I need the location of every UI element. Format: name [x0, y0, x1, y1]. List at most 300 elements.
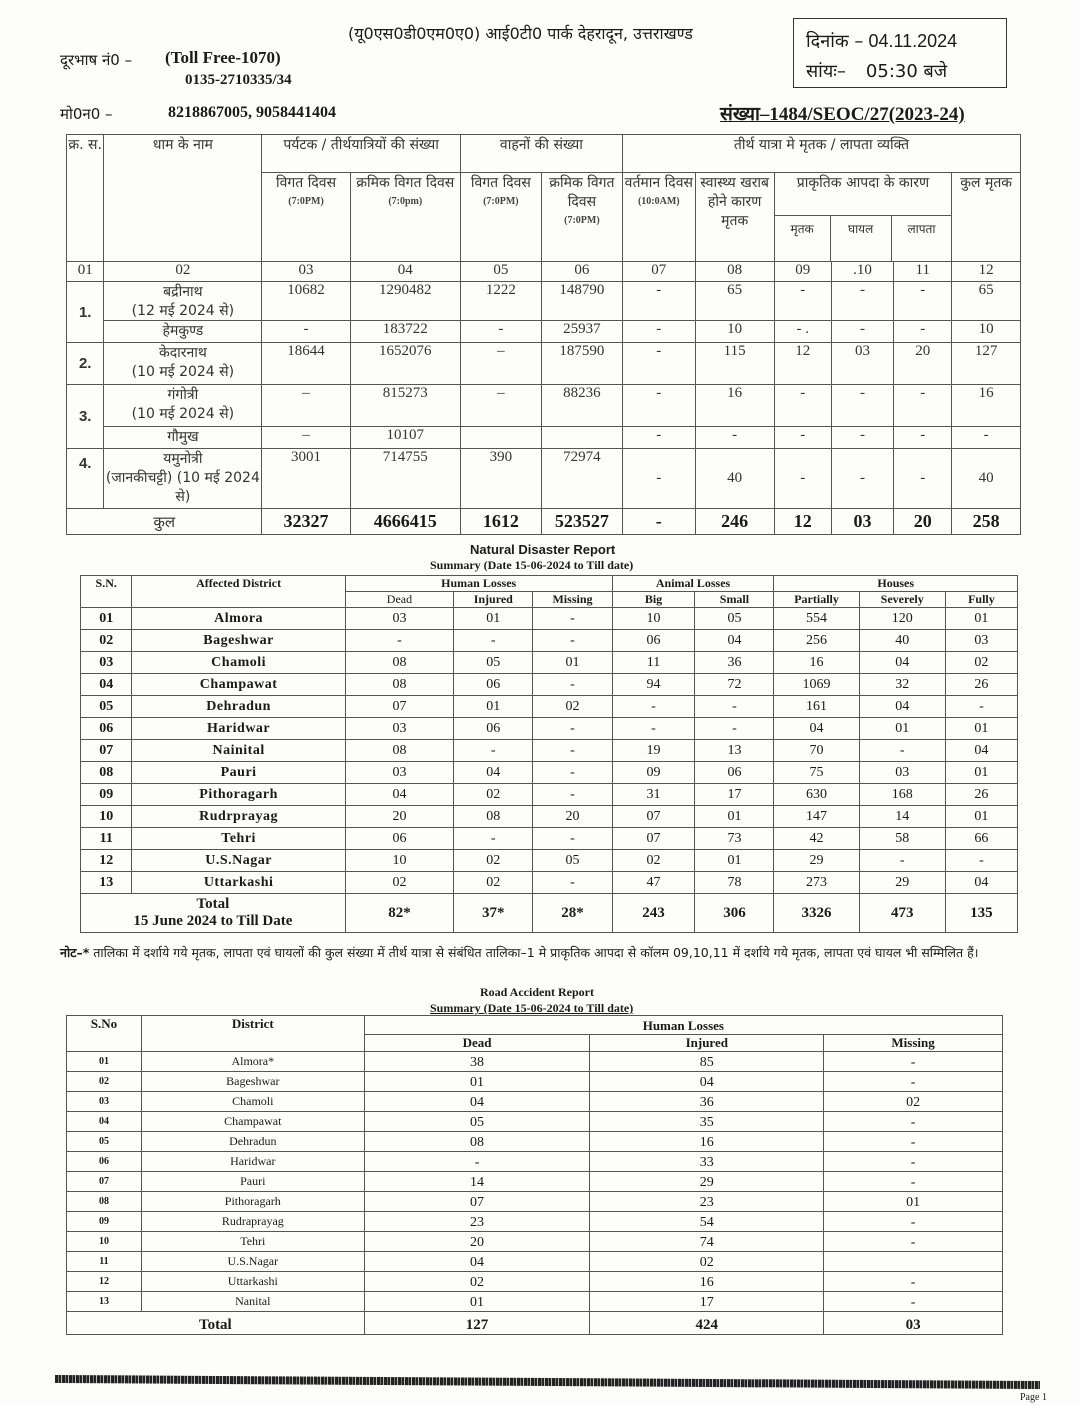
cell: 04 [364, 1092, 590, 1112]
cell: - [824, 1272, 1003, 1292]
since: (जानकीचट्टी) (10 मई 2024 से) [105, 470, 260, 505]
cell: - [622, 321, 695, 343]
mobile-numbers: 8218867005, 9058441404 [168, 104, 336, 121]
cell: 07 [612, 806, 695, 828]
office-address: (यू0एस0डी0एम0ए0) आई0टी0 पार्क देहरादून, उत्तराखण्ड [348, 24, 693, 43]
cell: 04 [695, 630, 774, 652]
total-row [67, 1312, 1003, 1335]
cell: 26 [945, 784, 1017, 806]
total-cell: 473 [859, 894, 945, 933]
cell: 10 [695, 321, 774, 343]
cell: 04 [454, 762, 533, 784]
col-big: Big [612, 592, 695, 608]
district-name: U.S.Nagar [132, 850, 345, 872]
cell: 01 [364, 1292, 590, 1312]
cell: - [533, 608, 612, 630]
cell: 04 [590, 1072, 824, 1092]
cell: - [533, 762, 612, 784]
table-row [67, 1092, 1003, 1112]
name: यमुनोत्री [163, 451, 203, 467]
row-sn: 05 [67, 1132, 142, 1152]
page-label: Page 1 [1020, 1392, 1047, 1403]
cell: 115 [695, 343, 774, 385]
row-sn: 13 [81, 872, 132, 894]
natural-disaster-title: Natural Disaster Report [470, 542, 616, 557]
col-fully: Fully [945, 592, 1017, 608]
cell: - [859, 740, 945, 762]
cell: 13 [695, 740, 774, 762]
table-row [67, 1192, 1003, 1212]
table-row [81, 872, 1018, 894]
cell: - [859, 850, 945, 872]
label: वर्तमान दिवस [624, 175, 693, 191]
district-name: Uttarkashi [132, 872, 345, 894]
cell: - [824, 1172, 1003, 1192]
cell: - [894, 282, 952, 321]
total-cell: 12 [774, 509, 831, 535]
cell: 01 [695, 850, 774, 872]
table-row [81, 850, 1018, 872]
col-05-header [460, 173, 541, 262]
table-row [67, 1112, 1003, 1132]
col-09-header: मृतक [775, 216, 831, 261]
cell: - [831, 282, 893, 321]
cell: - [774, 282, 831, 321]
cell: 256 [774, 630, 859, 652]
label: Total [196, 896, 230, 912]
col-03-header [262, 173, 350, 262]
cell: - [533, 630, 612, 652]
name: गंगोत्री [167, 387, 199, 403]
cell: 02 [612, 850, 695, 872]
cell: 03 [345, 762, 453, 784]
cell: 01 [945, 806, 1017, 828]
table-row [81, 696, 1018, 718]
district-name: Tehri [132, 828, 345, 850]
col-11-header: लापता [907, 222, 936, 236]
table-row [81, 630, 1018, 652]
col-07-header [622, 173, 695, 262]
cell: - [622, 449, 695, 509]
total-label: कुल [67, 509, 262, 535]
table-row [67, 1292, 1003, 1312]
cell: 01 [945, 762, 1017, 784]
cell: 36 [590, 1092, 824, 1112]
cell: - [345, 630, 453, 652]
row-sn: 11 [81, 828, 132, 850]
cell: 1290482 [350, 282, 460, 321]
mobile-label: मो0न0 – [60, 105, 113, 123]
header-row-1 [81, 576, 1018, 592]
cell: 04 [774, 718, 859, 740]
table-row [67, 1272, 1003, 1292]
road-accident-rows [67, 1052, 1003, 1312]
natural-disaster-rows [81, 608, 1018, 894]
cell: 17 [695, 784, 774, 806]
cell: - [695, 696, 774, 718]
cell: - [262, 321, 350, 343]
cell: - [695, 427, 774, 449]
cell: 72 [695, 674, 774, 696]
cell: 72974 [541, 449, 622, 509]
yatra-table [66, 134, 1021, 535]
cell: 66 [945, 828, 1017, 850]
cell: 29 [590, 1172, 824, 1192]
cell: 40 [859, 630, 945, 652]
col-missing: Missing [824, 1035, 1003, 1052]
cell: - [824, 1232, 1003, 1252]
cell: 06 [454, 674, 533, 696]
table-row [81, 652, 1018, 674]
cell: 147 [774, 806, 859, 828]
cell: 40 [695, 449, 774, 509]
row-sn: 02 [81, 630, 132, 652]
time-value: 05:30 बजे [865, 61, 948, 82]
district-name: Pithoragarh [141, 1192, 364, 1212]
cell: 65 [695, 282, 774, 321]
table-row [81, 740, 1018, 762]
row-sn: 06 [67, 1152, 142, 1172]
cell: 06 [454, 718, 533, 740]
row-sn: 1. [67, 282, 104, 343]
cell: 16 [952, 385, 1021, 427]
row-sn: 2. [67, 343, 104, 385]
cell: - [622, 385, 695, 427]
row-sn: 06 [81, 718, 132, 740]
total-row [67, 509, 1021, 535]
cell: 630 [774, 784, 859, 806]
disaster-subheaders [775, 216, 952, 261]
cell: 01 [364, 1072, 590, 1092]
cell: 14 [364, 1172, 590, 1192]
col-number: 03 [262, 262, 350, 282]
cell: 714755 [350, 449, 460, 509]
road-accident-subtitle: Summary (Date 15-06-2024 to Till date) [430, 1001, 634, 1015]
cell: 31 [612, 784, 695, 806]
row-sn: 12 [81, 850, 132, 872]
total-cell: 246 [695, 509, 774, 535]
cell: 183722 [350, 321, 460, 343]
cell: - [894, 321, 952, 343]
total-cell: - [622, 509, 695, 535]
dham-name: हेमकुण्ड [104, 321, 262, 343]
row-sn: 09 [67, 1212, 142, 1232]
col-number: 09 [774, 262, 831, 282]
cell: 1069 [774, 674, 859, 696]
cell: 02 [454, 784, 533, 806]
cell: - [894, 449, 952, 509]
time: (7:0PM) [288, 196, 324, 207]
table-row [67, 1252, 1003, 1272]
row-sn: 04 [81, 674, 132, 696]
col-number: .10 [831, 262, 893, 282]
total-cell: 37* [454, 894, 533, 933]
cell: 42 [774, 828, 859, 850]
table-row [67, 1172, 1003, 1192]
district-name: U.S.Nagar [141, 1252, 364, 1272]
cell: 168 [859, 784, 945, 806]
row-sn: 10 [81, 806, 132, 828]
cell: - [945, 850, 1017, 872]
cell: - [824, 1112, 1003, 1132]
table-row [67, 1152, 1003, 1172]
cell: 25937 [541, 321, 622, 343]
cell: - [622, 427, 695, 449]
cell: 05 [695, 608, 774, 630]
cell: 04 [364, 1252, 590, 1272]
row-sn: 13 [67, 1292, 142, 1312]
col-dead: Dead [364, 1035, 590, 1052]
cell: – [262, 427, 350, 449]
row-sn: 08 [81, 762, 132, 784]
row-sn: 08 [67, 1192, 142, 1212]
col-district: Affected District [132, 576, 345, 608]
district-name: Chamoli [132, 652, 345, 674]
district-name: Champawat [141, 1112, 364, 1132]
date-label: दिनांक – [806, 31, 864, 52]
cell: - [894, 385, 952, 427]
table-row [67, 282, 1021, 321]
col-number: 08 [695, 262, 774, 282]
total-cell: 28* [533, 894, 612, 933]
cell: 01 [533, 652, 612, 674]
row-sn: 01 [67, 1052, 142, 1072]
district-name: Nanital [141, 1292, 364, 1312]
cell: - [454, 740, 533, 762]
table-row [67, 343, 1021, 385]
cell: 85 [590, 1052, 824, 1072]
cell: – [460, 385, 541, 427]
dham-name [104, 385, 262, 427]
label: क्रमिक विगत दिवस [356, 175, 455, 191]
disaster-label: प्राकृतिक आपदा के कारण [775, 173, 952, 216]
col-number: 06 [541, 262, 622, 282]
cell: 94 [612, 674, 695, 696]
total-cell: 1612 [460, 509, 541, 535]
cell: 10 [612, 608, 695, 630]
cell: 10 [952, 321, 1021, 343]
cell: 02 [345, 872, 453, 894]
cell: 148790 [541, 282, 622, 321]
cell: 02 [454, 872, 533, 894]
date-box [793, 18, 1007, 88]
col-human-losses: Human Losses [345, 576, 612, 592]
cell: – [262, 385, 350, 427]
cell: 08 [454, 806, 533, 828]
row-sn: 07 [67, 1172, 142, 1192]
col-partially: Partially [774, 592, 859, 608]
cell: 02 [590, 1252, 824, 1272]
cell: - . [774, 321, 831, 343]
cell: 08 [345, 674, 453, 696]
col-number: 05 [460, 262, 541, 282]
district-name: Pithoragarh [132, 784, 345, 806]
cell: - [364, 1152, 590, 1172]
district-name: Dehradun [141, 1132, 364, 1152]
total-cell: 424 [590, 1312, 824, 1335]
cell: 11 [612, 652, 695, 674]
col-sn: S.N. [81, 576, 132, 608]
cell: 03 [345, 718, 453, 740]
scan-artifact-bar [55, 1375, 1040, 1389]
cell: 40 [952, 449, 1021, 509]
row-sn: 12 [67, 1272, 142, 1292]
cell: - [824, 1132, 1003, 1152]
cell: - [831, 449, 893, 509]
total-cell: 523527 [541, 509, 622, 535]
col-12-header: कुल मृतक [952, 173, 1021, 262]
table-row [81, 608, 1018, 630]
cell: 12 [774, 343, 831, 385]
cell: 01 [945, 718, 1017, 740]
row-sn: 05 [81, 696, 132, 718]
cell: - [533, 718, 612, 740]
cell: - [533, 872, 612, 894]
row-sn: 4. [67, 449, 104, 509]
district-name: Tehri [141, 1232, 364, 1252]
cell: 390 [460, 449, 541, 509]
cell: 16 [590, 1132, 824, 1152]
cell: - [612, 696, 695, 718]
district-name: Nainital [132, 740, 345, 762]
time: (7:0PM) [483, 196, 519, 207]
cell: 1652076 [350, 343, 460, 385]
cell: 01 [695, 806, 774, 828]
col-sn: S.No [67, 1016, 142, 1052]
cell: 75 [774, 762, 859, 784]
district-name: Dehradun [132, 696, 345, 718]
cell: 3001 [262, 449, 350, 509]
reference-number: संख्या–1484/SEOC/27(2023-24) [720, 104, 965, 125]
time: (7:0PM) [564, 215, 600, 226]
cell: 29 [774, 850, 859, 872]
label: क्रमिक विगत दिवस [549, 175, 615, 210]
cell: 127 [952, 343, 1021, 385]
cell: 07 [345, 696, 453, 718]
col-number: 01 [67, 262, 104, 282]
cell: 07 [612, 828, 695, 850]
time: (10:0AM) [637, 196, 680, 207]
cell: 04 [945, 740, 1017, 762]
col-number: 12 [952, 262, 1021, 282]
cell: 29 [859, 872, 945, 894]
cell: 01 [454, 608, 533, 630]
since: (10 मई 2024 से) [131, 364, 235, 380]
col-injured: Injured [454, 592, 533, 608]
row-sn: 03 [81, 652, 132, 674]
total-cell: 03 [831, 509, 893, 535]
cell: 06 [695, 762, 774, 784]
cell: - [622, 343, 695, 385]
cell: 54 [590, 1212, 824, 1232]
col-disaster-header [774, 173, 952, 262]
time-row [806, 59, 947, 83]
district-name: Rudrprayag [132, 806, 345, 828]
cell: 73 [695, 828, 774, 850]
total-cell: 258 [952, 509, 1021, 535]
cell: 23 [590, 1192, 824, 1212]
cell: 74 [590, 1232, 824, 1252]
note-prefix: नोट–* [60, 945, 90, 960]
cell: 08 [345, 740, 453, 762]
table-row [81, 806, 1018, 828]
cell: 1222 [460, 282, 541, 321]
district-name: Champawat [132, 674, 345, 696]
cell: - [824, 1212, 1003, 1232]
cell: 04 [859, 696, 945, 718]
col-severely: Severely [859, 592, 945, 608]
district-name: Pauri [141, 1172, 364, 1192]
cell: - [695, 718, 774, 740]
table-row [67, 1232, 1003, 1252]
cell: 88236 [541, 385, 622, 427]
row-sn: 04 [67, 1112, 142, 1132]
since: (10 मई 2024 से) [131, 406, 235, 422]
district-name: Rudraprayag [141, 1212, 364, 1232]
cell: 01 [824, 1192, 1003, 1212]
cell: 01 [454, 696, 533, 718]
cell: 06 [612, 630, 695, 652]
col-dead: Dead [345, 592, 453, 608]
cell: 10107 [350, 427, 460, 449]
dham-name [104, 449, 262, 509]
cell: 04 [345, 784, 453, 806]
cell: - [824, 1152, 1003, 1172]
cell: 17 [590, 1292, 824, 1312]
col-10-header: घायल [831, 216, 892, 261]
col-injured: Injured [590, 1035, 824, 1052]
col-deaths: तीर्थ यात्रा मे मृतक / लापता व्यक्ति [622, 135, 1020, 173]
col-number: 04 [350, 262, 460, 282]
cell: 23 [364, 1212, 590, 1232]
cell: 04 [859, 652, 945, 674]
label-date: 15 June 2024 to Till Date [133, 913, 293, 929]
cell: 02 [824, 1092, 1003, 1112]
cell: 07 [364, 1192, 590, 1212]
table-row [81, 674, 1018, 696]
col-06-header [541, 173, 622, 262]
total-cell: 135 [945, 894, 1017, 933]
cell: - [894, 427, 952, 449]
cell: 47 [612, 872, 695, 894]
cell: 16 [590, 1272, 824, 1292]
cell: 02 [454, 850, 533, 872]
cell: - [454, 828, 533, 850]
cell: - [824, 1052, 1003, 1072]
table-row [67, 449, 1021, 509]
table-row [81, 762, 1018, 784]
cell: 02 [945, 652, 1017, 674]
dham-name [104, 282, 262, 321]
cell: 20 [345, 806, 453, 828]
cell: 19 [612, 740, 695, 762]
natural-disaster-table [80, 575, 1018, 933]
toll-free-number: (Toll Free-1070) [165, 48, 281, 67]
district-name: Almora [132, 608, 345, 630]
cell: 02 [533, 696, 612, 718]
cell: 120 [859, 608, 945, 630]
row-sn: 11 [67, 1252, 142, 1272]
col-houses: Houses [774, 576, 1018, 592]
date-row [806, 29, 957, 53]
cell: 10682 [262, 282, 350, 321]
cell: 18644 [262, 343, 350, 385]
natural-disaster-subtitle: Summary (Date 15-06-2024 to Till date) [430, 558, 634, 572]
cell: - [533, 740, 612, 762]
cell: 33 [590, 1152, 824, 1172]
cell: 05 [533, 850, 612, 872]
district-name: Chamoli [141, 1092, 364, 1112]
